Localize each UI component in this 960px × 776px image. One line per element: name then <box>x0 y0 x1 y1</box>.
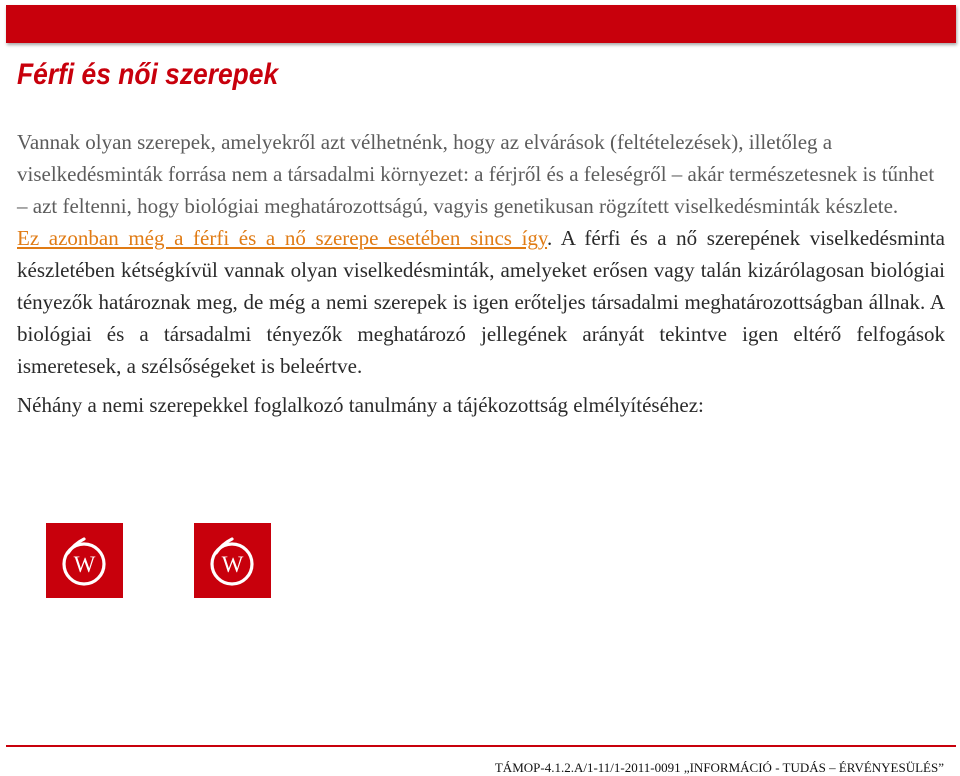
wikipedia-w-icon <box>46 523 123 598</box>
wikipedia-link-2[interactable] <box>194 523 271 598</box>
footer-divider <box>6 745 956 747</box>
svg-text:W: W <box>221 552 244 577</box>
footer-text: TÁMOP-4.1.2.A/1-11/1-2011-0091 „INFORMÁCIÓ - TUDÁS – ÉRVÉNYESÜLÉS” <box>494 760 944 775</box>
intro-paragraph: Vannak olyan szerepek, amelyekről azt vélhetnénk, hogy az elvárások (feltételezések), illetőleg a viselkedésminták forrása nem a társadalmi környezet: a férjről és a feleségről – akár természetesnek is tűnhet – azt feltenni, hogy biológiai meghatározottságú, vagyis genetikusan rögzített viselkedésminták készlete. <box>17 130 935 218</box>
slide-content <box>17 126 945 421</box>
header-bar <box>6 5 956 43</box>
studies-intro: Néhány a nemi szerepekkel foglalkozó tanulmány a tájékozottság elmélyítéséhez: <box>17 393 704 417</box>
main-paragraph <box>17 222 945 382</box>
wikipedia-w-icon <box>194 523 271 598</box>
slide-title: Férfi és női szerepek <box>17 58 279 91</box>
svg-text:W: W <box>73 552 96 577</box>
study-link[interactable]: Ez azonban még a férfi és a nő szerepe esetében sincs így <box>17 226 548 250</box>
wikipedia-link-1[interactable] <box>46 523 123 598</box>
main-paragraph-text: . A férfi és a nő szerepének viselkedésminta készletében kétségkívül vannak olyan viselkedésminták, amelyeket erősen vagy talán kizárólagosan biológiai tényezők határoznak meg, de még a nemi szerepek is igen erőteljes társadalmi meghatározottságban állnak. A biológiai és a társadalmi tényezők meghatározó jellegének arányát tekintve igen eltérő felfogások ismeretesek, a szélsőségeket is beleértve. <box>17 226 945 378</box>
